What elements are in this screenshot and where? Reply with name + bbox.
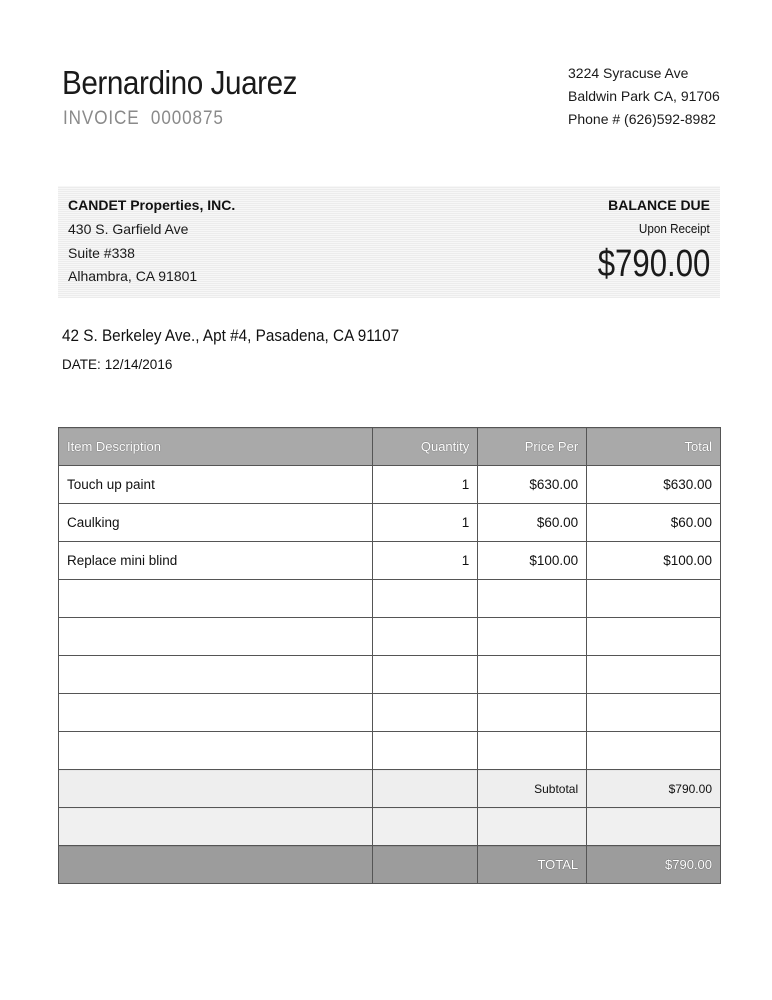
empty-row <box>59 580 721 618</box>
item-quantity: 1 <box>373 542 478 580</box>
invoice-number-line <box>63 108 224 130</box>
property-address: 42 S. Berkeley Ave., Apt #4, Pasadena, CA 91107 <box>62 326 400 345</box>
header-quantity: Quantity <box>373 428 478 466</box>
vendor-address-line1: 3224 Syracuse Ave <box>568 65 689 81</box>
vendor-name: Bernardino Juarez <box>62 64 298 101</box>
date-value: 12/14/2016 <box>104 357 173 372</box>
empty-row <box>59 618 721 656</box>
empty-row <box>59 732 721 770</box>
header-total: Total <box>587 428 721 466</box>
subtotal-row <box>59 770 721 808</box>
client-address-line2: Suite #338 <box>68 245 135 261</box>
item-quantity: 1 <box>373 504 478 542</box>
balance-due-label: BALANCE DUE <box>608 197 710 213</box>
subtotal-value: $790.00 <box>587 770 721 808</box>
date-label: DATE: <box>62 357 101 372</box>
empty-row <box>59 808 721 846</box>
table-header-row <box>59 428 721 466</box>
header-price-per: Price Per <box>478 428 587 466</box>
total-value: $790.00 <box>587 846 721 884</box>
item-description: Replace mini blind <box>59 542 373 580</box>
table-row <box>59 542 721 580</box>
item-total: $60.00 <box>587 504 721 542</box>
payment-terms: Upon Receipt <box>639 221 710 236</box>
line-items-table <box>58 427 721 884</box>
vendor-address <box>568 62 720 131</box>
balance-due-amount: $790.00 <box>597 243 710 285</box>
vendor-phone: Phone # (626)592-8982 <box>568 111 716 127</box>
table-row <box>59 504 721 542</box>
item-price: $60.00 <box>478 504 587 542</box>
client-address-line3: Alhambra, CA 91801 <box>68 268 198 284</box>
subtotal-label: Subtotal <box>478 770 587 808</box>
item-total: $630.00 <box>587 466 721 504</box>
client-name: CANDET Properties, INC. <box>68 197 236 213</box>
invoice-number: 0000875 <box>150 108 224 129</box>
empty-row <box>59 694 721 732</box>
item-quantity: 1 <box>373 466 478 504</box>
client-address-line1: 430 S. Garfield Ave <box>68 221 189 237</box>
item-description: Caulking <box>59 504 373 542</box>
total-label: TOTAL <box>478 846 587 884</box>
empty-row <box>59 656 721 694</box>
item-description: Touch up paint <box>59 466 373 504</box>
item-total: $100.00 <box>587 542 721 580</box>
total-row <box>59 846 721 884</box>
item-price: $630.00 <box>478 466 587 504</box>
invoice-label: INVOICE <box>63 108 140 129</box>
table-row <box>59 466 721 504</box>
vendor-address-line2: Baldwin Park CA, 91706 <box>568 88 720 104</box>
item-price: $100.00 <box>478 542 587 580</box>
header-item-description: Item Description <box>59 428 373 466</box>
invoice-date <box>62 357 172 372</box>
